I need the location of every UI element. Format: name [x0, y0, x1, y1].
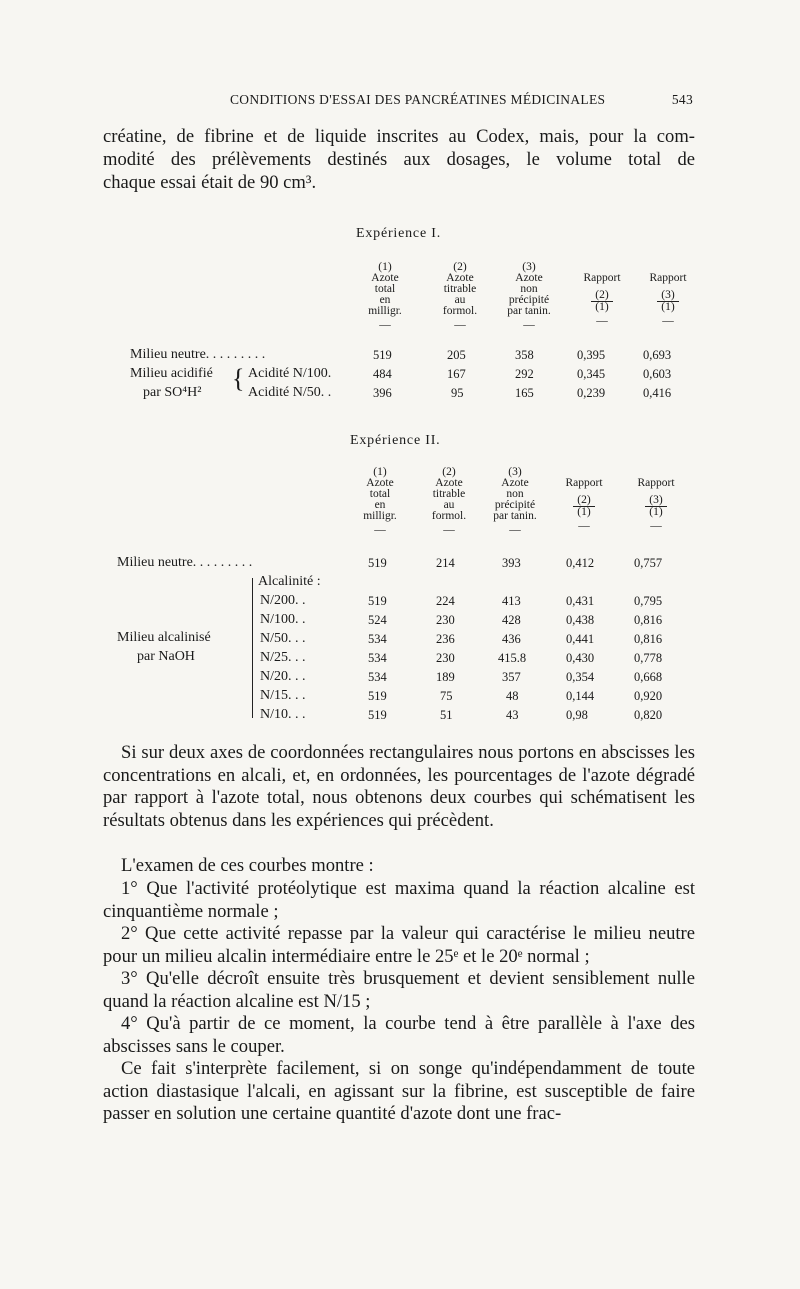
table-cell: 95 — [451, 386, 464, 400]
table-cell: 0,778 — [634, 651, 663, 665]
table-cell: 534 — [368, 651, 387, 665]
row-label: Milieu neutre. . . . . . . . . — [130, 347, 266, 362]
table-cell: 0,98 — [566, 708, 588, 722]
group-label: Milieu acidifié — [130, 366, 213, 381]
table-cell: 0,441 — [566, 632, 595, 646]
table-cell: 393 — [502, 556, 521, 570]
row-label: Acidité N/100. — [248, 366, 332, 381]
column-header: (3) Azote non précipité par tanin. — — [507, 261, 551, 331]
column-header: (3) Azote non précipité par tanin. — — [493, 466, 537, 536]
table-cell: 205 — [447, 348, 466, 362]
row-label: N/200. . — [260, 593, 306, 608]
table-cell: 357 — [502, 670, 521, 684]
column-header: Rapport $\frac{(3)}{(1)}$ — — [637, 477, 675, 532]
table-cell: 534 — [368, 632, 387, 646]
table-cell: 0,430 — [566, 651, 595, 665]
table-cell: 484 — [373, 367, 392, 381]
table-cell: 519 — [368, 556, 387, 570]
table-cell: 0,816 — [634, 613, 663, 627]
table-cell: 0,354 — [566, 670, 595, 684]
paragraph: Ce fait s'interprète facilement, si on songe qu'indépendamment de toute action diastasique l'alcali, en agissant sur la fibrine, est susceptible de faire passer en solution une certaine quantité d'azote dont une frac- — [103, 1058, 695, 1125]
table-cell: 428 — [502, 613, 521, 627]
row-label: Acidité N/50. . — [248, 385, 332, 400]
table-cell: 214 — [436, 556, 455, 570]
table-cell: 0,431 — [566, 594, 595, 608]
paragraph: 2° Que cette activité repasse par la valeur qui caractérise le milieu neutre pour un milieu alcalin intermédiaire entre le 25ᵉ et le 20ᵉ normal ; — [103, 923, 695, 967]
column-header: (1) Azote total en milligr. — — [363, 466, 397, 536]
alkalinity-label: Alcalinité : — [258, 574, 321, 589]
page-number: 543 — [671, 92, 693, 107]
table-cell: 292 — [515, 367, 534, 381]
experience-2-title: Expérience II. — [350, 433, 441, 448]
table-cell: 519 — [368, 594, 387, 608]
column-header: Rapport $\frac{(2)}{(1)}$ — — [565, 477, 603, 532]
table-cell: 0,693 — [643, 348, 672, 362]
paragraph: L'examen de ces courbes montre : — [121, 855, 374, 876]
table-cell: 0,239 — [577, 386, 606, 400]
table-cell: 230 — [436, 613, 455, 627]
running-title: CONDITIONS D'ESSAI DES PANCRÉATINES MÉDICINALES — [230, 92, 606, 107]
table-cell: 534 — [368, 670, 387, 684]
table-cell: 0,345 — [577, 367, 606, 381]
table-cell: 519 — [368, 708, 387, 722]
table-cell: 167 — [447, 367, 466, 381]
table-cell: 413 — [502, 594, 521, 608]
table-cell: 524 — [368, 613, 387, 627]
column-header: (2) Azote titrable au formol. — — [442, 261, 478, 331]
table-cell: 0,757 — [634, 556, 663, 570]
table-cell: 224 — [436, 594, 455, 608]
column-header: (1) Azote total en milligr. — — [368, 261, 402, 331]
column-header: Rapport $\frac{(3)}{(1)}$ — — [649, 272, 687, 327]
table-cell: 0,438 — [566, 613, 595, 627]
table-cell: 0,144 — [566, 689, 595, 703]
table-cell: 51 — [440, 708, 453, 722]
table-cell: 165 — [515, 386, 534, 400]
experience-1-title: Expérience I. — [356, 226, 442, 241]
row-label: N/25. . . — [260, 650, 306, 665]
brace-icon — [252, 578, 253, 718]
table-cell: 43 — [506, 708, 519, 722]
brace-icon: { — [232, 364, 245, 393]
table-cell: 415.8 — [498, 651, 527, 665]
intro-line: modité des prélèvements destinés aux dosages, le volume total de — [103, 149, 695, 170]
table-cell: 519 — [373, 348, 392, 362]
row-label: Milieu neutre. . . . . . . . . — [117, 555, 253, 570]
table-cell: 0,416 — [643, 386, 672, 400]
group-label: par SO⁴H² — [143, 385, 202, 400]
table-cell: 230 — [436, 651, 455, 665]
table-cell: 519 — [368, 689, 387, 703]
column-header: (2) Azote titrable au formol. — — [431, 466, 467, 536]
paragraph: 3° Qu'elle décroît ensuite très brusquement et devient sensiblement nulle quand la réaction alcaline est N/15 ; — [103, 968, 695, 1012]
table-cell: 0,603 — [643, 367, 672, 381]
table-cell: 236 — [436, 632, 455, 646]
row-label: N/50. . . — [260, 631, 306, 646]
row-label: N/15. . . — [260, 688, 306, 703]
row-label: N/20. . . — [260, 669, 306, 684]
table-cell: 75 — [440, 689, 453, 703]
table-cell: 0,816 — [634, 632, 663, 646]
table-cell: 0,395 — [577, 348, 606, 362]
column-header: Rapport $\frac{(2)}{(1)}$ — — [583, 272, 621, 327]
intro-line: chaque essai était de 90 cm³. — [103, 172, 317, 193]
paragraph: 4° Qu'à partir de ce moment, la courbe tend à être parallèle à l'axe des abscisses sans le couper. — [103, 1013, 695, 1057]
table-cell: 0,920 — [634, 689, 663, 703]
table-cell: 0,412 — [566, 556, 595, 570]
table-cell: 0,795 — [634, 594, 663, 608]
table-cell: 358 — [515, 348, 534, 362]
table-cell: 436 — [502, 632, 521, 646]
table-cell: 189 — [436, 670, 455, 684]
paragraph: 1° Que l'activité protéolytique est maxima quand la réaction alcaline est cinquantième normale ; — [103, 878, 695, 922]
row-label: N/100. . — [260, 612, 306, 627]
group-label: Milieu alcalinisé — [117, 630, 211, 645]
table-cell: 396 — [373, 386, 392, 400]
group-label: par NaOH — [137, 649, 195, 664]
row-label: N/10. . . — [260, 707, 306, 722]
paragraph: Si sur deux axes de coordonnées rectangulaires nous portons en abscisses les concentrations en alcali, et, en ordonnées, les pourcentages de l'azote dégradé par rapport à l'azote total, nous obtenons deux courbes qui schématisent les résultats obtenus dans les expériences qui précèdent. — [103, 742, 695, 831]
table-cell: 0,820 — [634, 708, 663, 722]
table-cell: 48 — [506, 689, 519, 703]
table-cell: 0,668 — [634, 670, 663, 684]
intro-line: créatine, de fibrine et de liquide inscrites au Codex, mais, pour la com- — [103, 126, 695, 147]
